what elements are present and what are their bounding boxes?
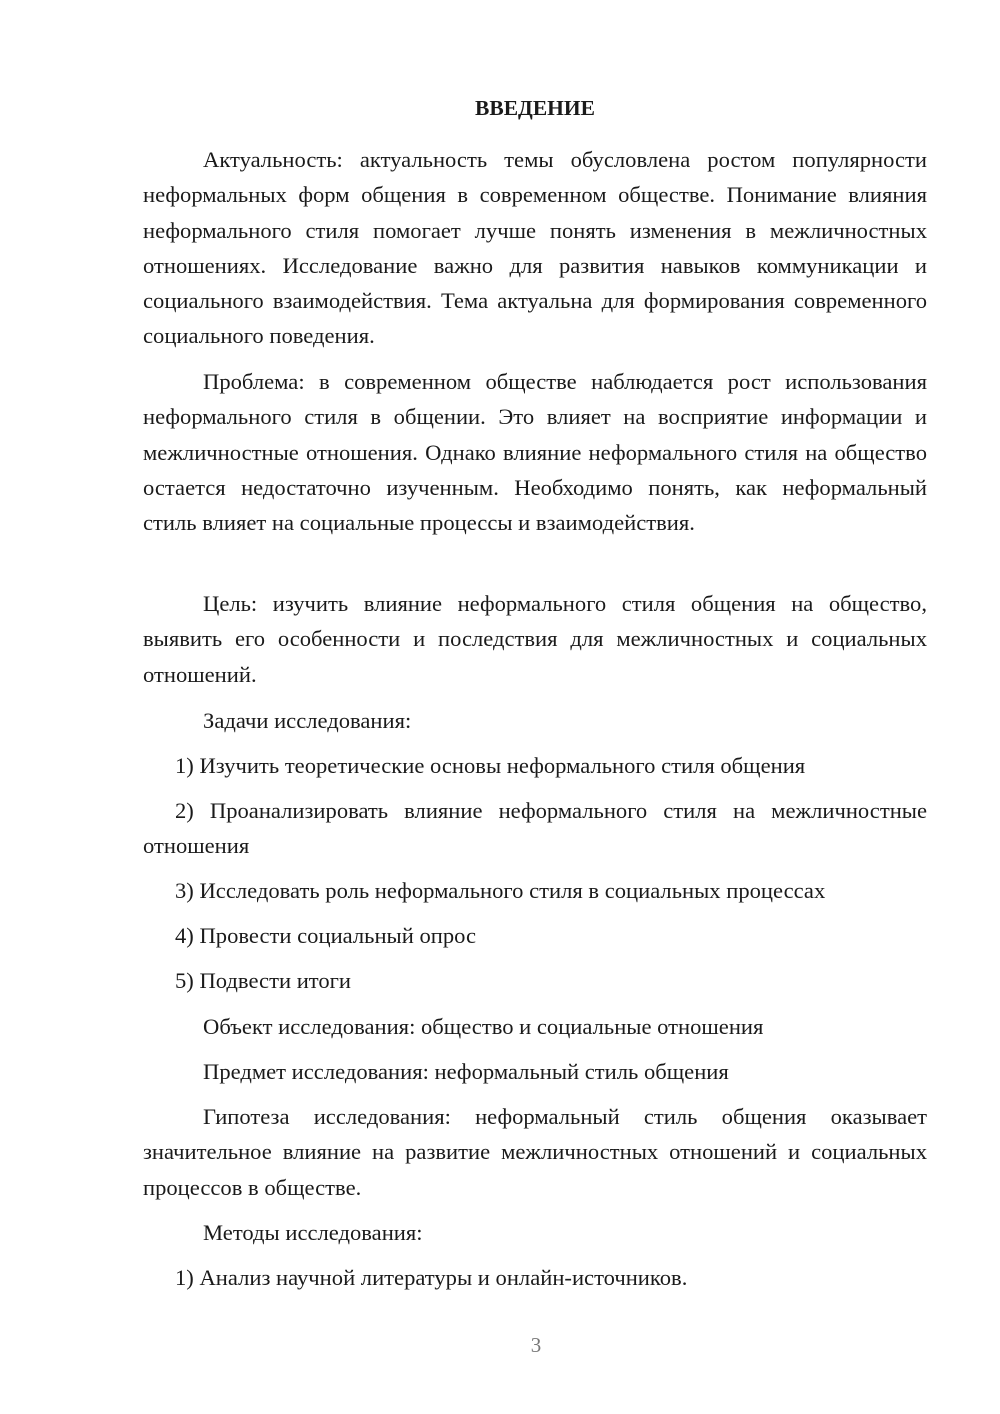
tasks-heading: Задачи исследования: <box>203 708 412 733</box>
task-item-3: 3) Исследовать роль неформального стиля в социальных процессах <box>175 878 826 903</box>
page-title: ВВЕДЕНИЕ <box>475 96 595 120</box>
task-item-5: 5) Подвести итоги <box>175 968 352 993</box>
problem-paragraph: Проблема: в современном обществе наблюдается рост использования неформального стиля в общении. Это влияет на восприятие информации и межличностные отношения. Однако влияние неформального стиля на общество остается недостаточно изученным. Необходимо понять, как неформальный стиль влияет на социальные процессы и взаимодействия. <box>143 369 927 536</box>
page-number: 3 <box>530 1333 542 1357</box>
task-item-2: 2) Проанализировать влияние неформального стиля на межличностные отношения <box>143 798 927 859</box>
goal-paragraph: Цель: изучить влияние неформального стиля общения на общество, выявить его особенности и последствия для межличностных и социальных отношений. <box>143 591 927 687</box>
hypothesis-paragraph: Гипотеза исследования: неформальный стиль общения оказывает значительное влияние на развитие межличностных отношений и социальных процессов в обществе. <box>143 1104 927 1200</box>
task-item-1: 1) Изучить теоретические основы неформального стиля общения <box>175 753 806 778</box>
method-item-1: 1) Анализ научной литературы и онлайн-источников. <box>175 1265 688 1290</box>
task-item-4: 4) Провести социальный опрос <box>175 923 477 948</box>
relevance-paragraph: Актуальность: актуальность темы обусловлена ростом популярности неформальных форм общения в современном обществе. Понимание влияния неформального стиля помогает лучше понять изменения в межличностных отношениях. Исследование важно для развития навыков коммуникации и социального взаимодействия. Тема актуальна для формирования современного социального поведения. <box>143 147 927 349</box>
methods-heading: Методы исследования: <box>203 1220 423 1245</box>
object-paragraph: Объект исследования: общество и социальные отношения <box>203 1014 764 1039</box>
subject-paragraph: Предмет исследования: неформальный стиль общения <box>203 1059 729 1084</box>
